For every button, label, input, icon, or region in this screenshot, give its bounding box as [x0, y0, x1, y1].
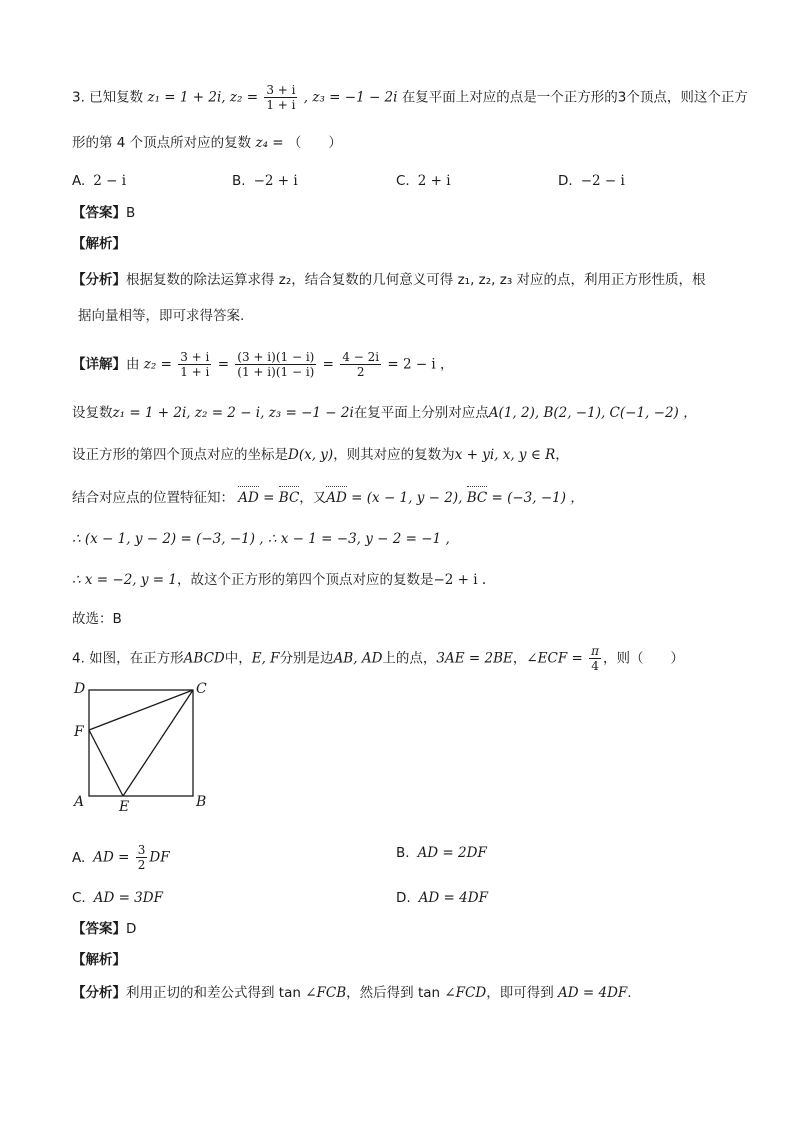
q4-fenxi-m2: ∠FCD — [444, 985, 487, 1001]
q4-stem — [72, 644, 684, 673]
q4-option-a-den: 2 — [137, 858, 146, 872]
q3-option-a-label: A. — [72, 173, 86, 189]
q3-choose-text: 故选：B — [72, 611, 122, 627]
q3-fenxi-text2: 据向量相等，即可求得答案. — [78, 308, 245, 324]
q4-ef: E, F — [251, 650, 280, 667]
q3-therefore2-math: ∴ x = −2, y = 1 — [72, 572, 177, 588]
q3-detail-frac2 — [235, 350, 316, 379]
q3-set1-points: A(1, 2), B(2, −1), C(−1, −2) ， — [488, 405, 697, 421]
q3-z4: z₄ = — [255, 135, 284, 151]
q3-detail-frac3-num: 4 − 2i — [342, 350, 380, 364]
q3-therefore1: ∴ (x − 1, y − 2) = (−3, −1) , ∴ x − 1 = −3, y − 2 = −1 , — [72, 531, 450, 547]
q3-set1-mid: 在复平面上分别对应点 — [353, 405, 489, 421]
q3-therefore-line2 — [72, 570, 486, 590]
q3-z3: , z₃ = −1 − 2i — [303, 89, 398, 106]
q3-pos-rest2: = (−3, −1) ， — [491, 490, 584, 506]
label-b: B — [196, 794, 207, 810]
q3-option-a-value: 2 − i — [93, 173, 127, 189]
square-figure — [68, 676, 218, 816]
q3-answer-tag: 【答案】 — [72, 205, 126, 221]
q3-detail-frac3-den: 2 — [356, 365, 365, 379]
q3-option-c-label: C. — [396, 173, 410, 189]
q4-option-d-value: AD = 4DF — [418, 890, 488, 906]
q4-option-b-value: AD = 2DF — [417, 845, 487, 861]
q3-stem-prefix: 3. 已知复数 — [72, 89, 144, 106]
q3-pos-rest1: = (x − 1, y − 2), — [351, 490, 463, 506]
q3-detail-frac2-den: (1 + i)(1 − i) — [237, 365, 315, 379]
q4-fenxi-m1: ∠FCB — [305, 985, 347, 1001]
label-d: D — [74, 681, 86, 697]
q3-vec-bc: BC — [278, 490, 300, 506]
q4-option-c-label: C. — [72, 890, 86, 906]
q3-pos-line — [72, 488, 584, 508]
q3-detail-frac1-den: 1 + i — [180, 365, 210, 379]
q3-stem-suffix: 在复平面上对应的点是一个正方形的3个顶点，则这个正方 — [401, 89, 748, 106]
q3-therefore-line1 — [72, 529, 450, 549]
q4-stem-end: ，则（ ） — [603, 650, 684, 667]
q4-mid3: 上的点， — [382, 650, 437, 667]
q4-option-d — [396, 888, 488, 908]
q3-pos-prefix: 结合对应点的位置特征知： — [72, 490, 234, 506]
q3-set2-line — [72, 445, 569, 465]
q3-option-c — [396, 171, 451, 191]
q4-option-b — [396, 843, 487, 863]
label-e: E — [119, 799, 130, 815]
q4-option-a-frac — [136, 843, 148, 872]
q3-stem-line2 — [72, 133, 342, 153]
q4-option-d-label: D. — [396, 890, 411, 906]
q3-set2-mid: ，则其对应的复数为 — [333, 447, 455, 463]
q3-option-d — [558, 171, 625, 191]
square-outline — [89, 690, 193, 796]
q3-answer — [72, 203, 135, 223]
q4-fenxi-text3: ，即可得到 — [486, 985, 554, 1001]
q3-z2-fraction — [264, 83, 297, 112]
q3-set1-math: z₁ = 1 + 2i, z₂ = 2 − i, z₃ = −1 − 2i — [112, 405, 354, 421]
q4-fenxi-line — [72, 983, 632, 1003]
q3-fenxi-tag: 【分析】 — [72, 272, 126, 288]
q3-choose — [72, 609, 122, 629]
q3-answer-value: B — [126, 205, 136, 221]
q3-therefore2-value: −2 + i . — [433, 572, 487, 588]
label-f: F — [74, 724, 84, 740]
q3-set1-line — [72, 403, 697, 423]
q3-option-d-label: D. — [558, 173, 573, 189]
q4-answer-value: D — [126, 921, 137, 937]
q3-detail-frac3 — [340, 350, 381, 379]
q3-stem-line2-text: 形的第 4 个顶点所对应的复数 — [72, 135, 252, 151]
q3-set2-math: x + yi, x, y ∈ R — [454, 447, 556, 463]
q3-z2-num: 3 + i — [266, 83, 296, 97]
q4-option-a — [72, 843, 170, 872]
q3-detail-prefix: 由 — [126, 356, 140, 373]
q3-fenxi-text1: 根据复数的除法运算求得 z₂，结合复数的几何意义可得 z₁, z₂, z₃ 对应的点，利用正方形性质，根 — [126, 272, 706, 288]
q4-analysis-tag — [72, 950, 126, 970]
q4-fenxi-tag: 【分析】 — [72, 985, 126, 1001]
segment-ec — [123, 690, 193, 796]
q3-detail-frac1-num: 3 + i — [180, 350, 210, 364]
q4-edges: AB, AD — [333, 650, 383, 667]
q3-pos-mid: ，又 — [299, 490, 327, 506]
q4-ratio: 3AE = 2BE — [436, 650, 513, 667]
q4-fenxi-m3: AD = 4DF — [558, 985, 628, 1001]
q3-set1-prefix: 设复数 — [72, 405, 113, 421]
q3-detail-tag: 【详解】 — [72, 356, 126, 373]
q3-detail-lhs: z₂ = — [143, 356, 172, 373]
q3-option-d-value: −2 − i — [580, 173, 625, 189]
q3-z1: z₁ = 1 + 2i, — [147, 89, 226, 106]
q4-analysis-label: 【解析】 — [72, 952, 126, 968]
q3-option-c-value: 2 + i — [417, 173, 451, 189]
q4-mid2: 分别是边 — [279, 650, 334, 667]
q4-option-c-value: AD = 3DF — [93, 890, 163, 906]
q4-option-a-label: A. — [72, 849, 86, 866]
q3-pos-eq: = — [263, 490, 275, 506]
q4-option-b-label: B. — [396, 845, 410, 861]
q3-option-b-label: B. — [232, 173, 246, 189]
q3-z2-lhs: z₂ = — [229, 89, 259, 106]
label-a: A — [74, 794, 85, 810]
q3-vec-bc-2: BC — [466, 490, 488, 506]
q4-option-a-rhs: DF — [149, 849, 170, 866]
segment-fc — [89, 690, 193, 730]
segment-fe — [89, 730, 123, 796]
q3-detail-result: = 2 − i ， — [387, 356, 454, 373]
q4-angle-frac — [589, 644, 601, 673]
q4-stem-prefix: 4. 如图，在正方形 — [72, 650, 184, 667]
q3-vec-ad: AD — [238, 490, 259, 506]
q3-analysis-label: 【解析】 — [72, 236, 126, 252]
label-c: C — [196, 681, 207, 697]
q4-option-a-lhs: AD = — [93, 849, 130, 866]
q4-answer — [72, 919, 136, 939]
q3-analysis-tag — [72, 234, 126, 254]
q4-option-c — [72, 888, 163, 908]
q4-angle-den: 4 — [591, 659, 599, 673]
q3-detail-frac1 — [178, 350, 211, 379]
q3-set2-prefix: 设正方形的第四个顶点对应的坐标是 — [72, 447, 288, 463]
q4-square: ABCD — [183, 650, 225, 667]
q3-z2-den: 1 + i — [266, 98, 296, 112]
q3-fenxi-line1 — [72, 270, 706, 290]
q3-detail-line: 【详解】由 z₂ = $\frac{3 + i}{1 + i}$ = $\frac{(3 + i)(1 - i)}{(1 + i)(1 - i)}$ = $\frac{4 - 2i}{2}$ = 2 − i ， — [72, 350, 454, 379]
q3-stem-line1 — [72, 83, 748, 112]
q3-option-b-value: −2 + i — [253, 173, 298, 189]
q3-set2-point: D(x, y) — [288, 447, 334, 463]
q4-comma: ， — [512, 650, 527, 667]
q3-therefore2-text: ，故这个正方形的第四个顶点对应的复数是 — [176, 572, 434, 588]
q3-option-a — [72, 171, 126, 191]
q4-answer-tag: 【答案】 — [72, 921, 126, 937]
q3-detail-frac2-num: (3 + i)(1 − i) — [237, 350, 315, 364]
q4-fenxi-end: . — [627, 985, 632, 1001]
q4-angle: ∠ECF = — [526, 650, 583, 667]
q4-fenxi-text1: 利用正切的和差公式得到 tan — [126, 985, 301, 1001]
q3-blank: （ ） — [287, 135, 342, 151]
q3-set2-end: ， — [555, 447, 569, 463]
q3-option-b — [232, 171, 298, 191]
q4-angle-num: π — [591, 644, 599, 658]
q4-option-a-num: 3 — [137, 843, 146, 857]
q4-fenxi-text2: ，然后得到 tan — [346, 985, 441, 1001]
q3-vec-ad-2: AD — [326, 490, 347, 506]
q3-fenxi-line2 — [78, 306, 244, 326]
q4-mid1: 中， — [224, 650, 252, 667]
